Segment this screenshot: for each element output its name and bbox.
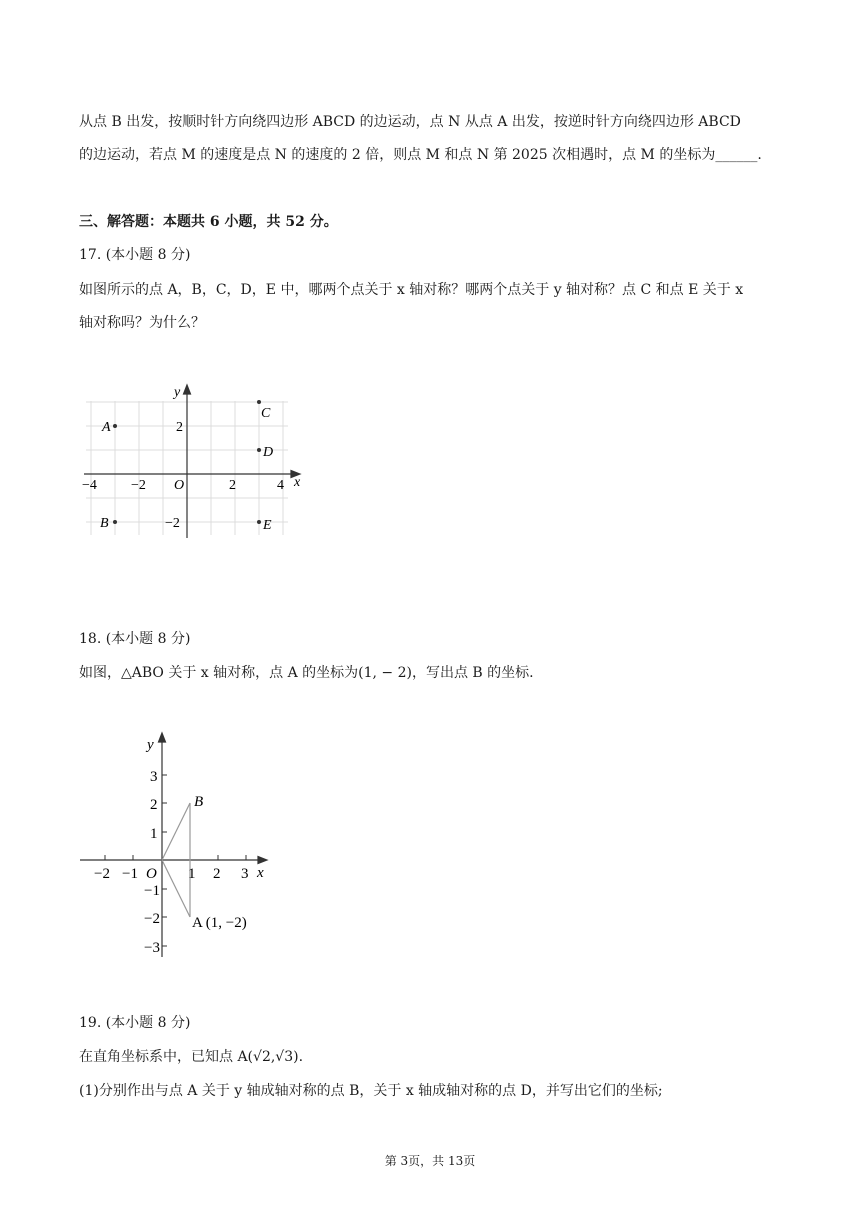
q18-figure [70,725,290,970]
point-d-label: D [263,445,274,460]
point-a-label: A [102,420,111,435]
q17-x-tick-label: −4 [82,478,97,493]
q18-y-tick-label: −3 [144,940,160,956]
q17-point-b [100,516,117,531]
q17-header: 17. (本小题 8 分) [79,247,191,263]
page-footer: 第 3页，共 13页 [384,1154,476,1168]
point-e-label: E [263,518,272,533]
q17-line-1: 如图所示的点 A，B，C，D，E 中，哪两个点关于 x 轴对称？哪两个点关于 y 轴对称？点 C 和点 E 关于 x [79,282,744,298]
q17-origin-label: O [174,478,185,493]
q17-x-tick-label: 2 [229,478,236,493]
q18-x-axis-label: x [257,865,264,881]
q18-x-tick-label: −2 [94,866,110,882]
q17-y-tick-label: 2 [176,420,183,435]
point-c-label: C [261,406,271,421]
q18-point-b-label: B [194,794,204,810]
q16-line-1: 从点 B 出发，按顺时针方向绕四边形 ABCD 的边运动，点 N 从点 A 出发，按逆时针方向绕四边形 ABCD [79,114,741,130]
q19-line-2: (1)分别作出与点 A 关于 y 轴成轴对称的点 B，关于 x 轴成轴对称的点 D，并写出它们的坐标; [79,1083,663,1099]
q17-y-axis-label: y [174,385,181,400]
q17-x-axis-label: x [294,475,301,490]
q18-x-tick-label: 1 [188,866,196,882]
q16-line-2: 的边运动，若点 M 的速度是点 N 的速度的 2 倍，则点 M 和点 N 第 2025 次相遇时，点 M 的坐标为______. [79,147,762,163]
q18-line-1: 如图，△ABO 关于 x 轴对称，点 A 的坐标为(1, − 2)，写出点 B 的坐标. [79,665,534,681]
q18-y-tick-label: 2 [150,797,158,813]
q18-y-axis-label: y [147,737,154,753]
q18-y-tick-label: 1 [150,826,158,842]
q18-x-tick-label: 2 [213,866,221,882]
q17-y-tick-label: −2 [165,516,180,531]
q17-x-tick-label: −2 [131,478,146,493]
q18-y-tick-label: 3 [150,769,158,785]
q18-y-tick-label: −1 [144,883,160,899]
q17-figure [78,380,318,545]
q19-header: 19. (本小题 8 分) [79,1015,191,1031]
q18-y-tick-label: −2 [144,911,160,927]
q18-header: 18. (本小题 8 分) [79,631,191,647]
q17-line-2: 轴对称吗？为什么？ [79,315,205,331]
section-heading: 三、解答题：本题共 6 小题，共 52 分。 [79,214,338,230]
q18-origin-label: O [146,866,157,882]
q19-line-1: 在直角坐标系中，已知点 A(√2,√3). [79,1049,304,1065]
q18-x-tick-label: 3 [241,866,249,882]
q17-x-tick-label: 4 [277,478,284,493]
q18-point-a-label: A (1, −2) [192,915,247,931]
q18-x-tick-label: −1 [122,866,138,882]
point-b-label: B [100,516,109,531]
